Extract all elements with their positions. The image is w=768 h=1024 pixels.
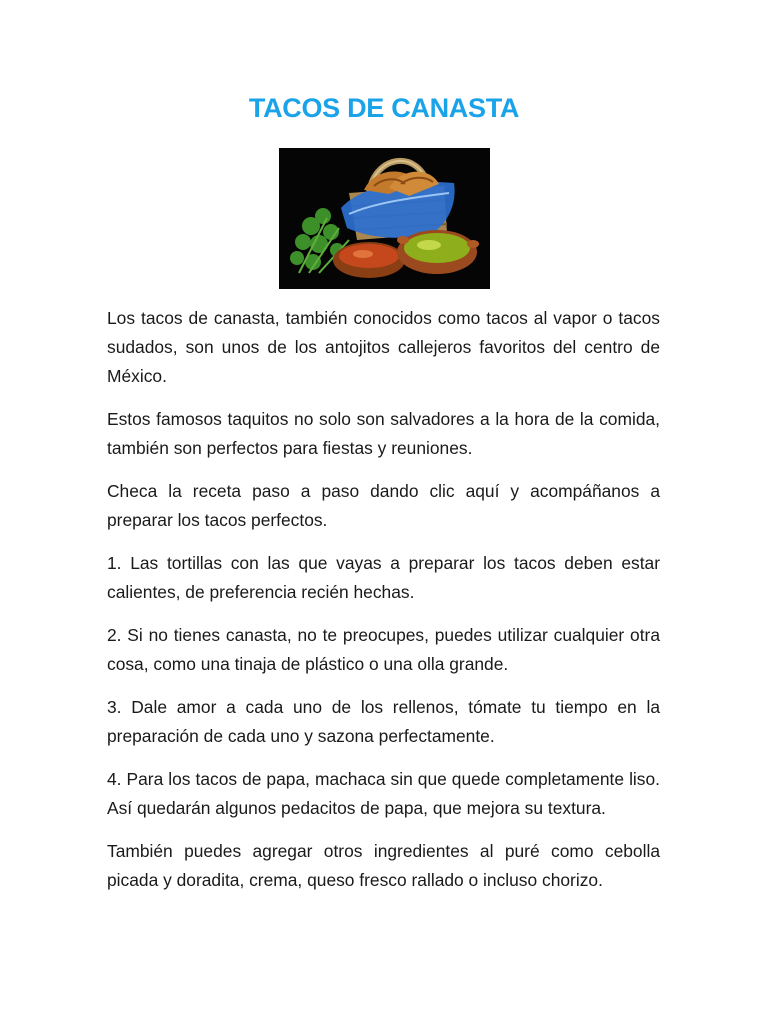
- paragraph-intro: Los tacos de canasta, también conocidos como tacos al vapor o tacos sudados, son unos de los antojitos callejeros favoritos del centro de México.: [107, 308, 660, 386]
- document-title: TACOS DE CANASTA: [248, 93, 520, 123]
- paragraph-tip-1: 1. Las tortillas con las que vayas a preparar los tacos deben estar calientes, de preferencia recién hechas.: [107, 553, 660, 602]
- tacos-basket-photo: [279, 148, 490, 289]
- paragraph-tip-4: 4. Para los tacos de papa, machaca sin que quede completamente liso. Así quedarán algunos pedacitos de papa, que mejora su textura.: [107, 769, 660, 818]
- paragraph-uses: Estos famosos taquitos no solo son salvadores a la hora de la comida, también son perfectos para fiestas y reuniones.: [107, 409, 660, 458]
- paragraph-tip-2: 2. Si no tienes canasta, no te preocupes, puedes utilizar cualquier otra cosa, como una tinaja de plástico o una olla grande.: [107, 625, 660, 674]
- paragraph-recipe-link: Checa la receta paso a paso dando clic aquí y acompáñanos a preparar los tacos perfectos.: [107, 481, 660, 530]
- document-body: [107, 304, 660, 909]
- paragraph-extra-ingredients: También puedes agregar otros ingredientes al puré como cebolla picada y doradita, crema, queso fresco rallado o incluso chorizo.: [107, 841, 660, 890]
- paragraph-tip-3: 3. Dale amor a cada uno de los rellenos, tómate tu tiempo en la preparación de cada uno y sazona perfectamente.: [107, 697, 660, 746]
